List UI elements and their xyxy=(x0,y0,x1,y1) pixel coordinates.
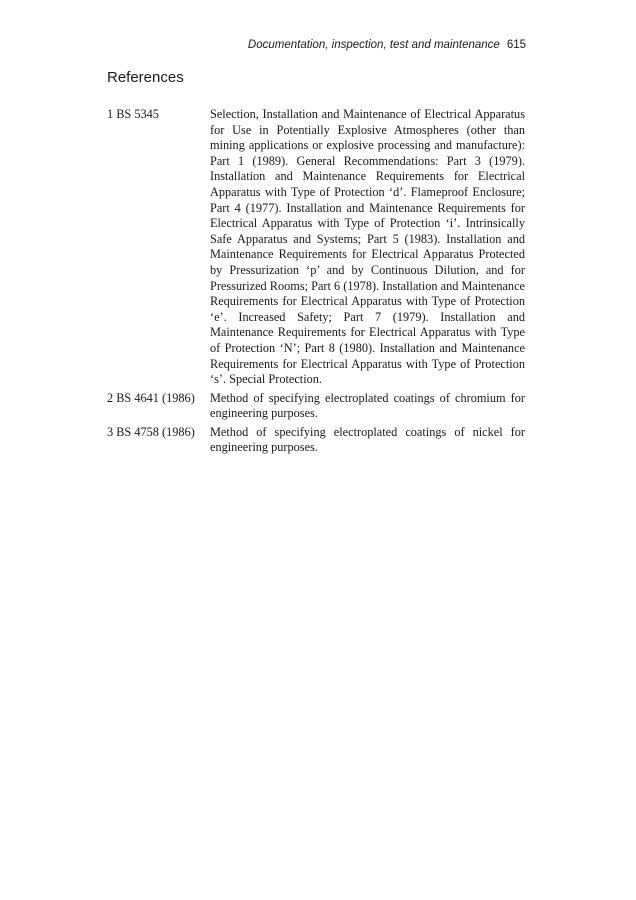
page-number: 615 xyxy=(506,39,526,51)
reference-label: 3 BS 4758 (1986) xyxy=(107,424,195,439)
reference-item xyxy=(107,425,525,456)
reference-label: 2 BS 4641 (1986) xyxy=(107,390,195,405)
reference-list xyxy=(107,107,525,459)
reference-label: 1 BS 5345 xyxy=(107,107,159,121)
reference-item xyxy=(107,391,525,422)
section-heading: References xyxy=(107,69,184,86)
reference-text: Selection, Installation and Maintenance of Electrical Apparatus for Use in Potentially Explosive Atmospheres (other than mining applications or explosive processing and manufacture): Part 1 (1989). General Recommendations: Part 3 (1979). Installation and Maintenance Requirements for Electrical Apparatus with Type of Protection ‘d’. Flameproof Enclosure; Part 4 (1977). Installation and Maintenance Requirements for Electrical Apparatus with Type of Protection ‘i’. Intrinsically Safe Apparatus and Systems; Part 5 (1983). Installation and Maintenance Requirements for Electrical Apparatus Protected by Pressurization ‘p’ and by Continuous Dilution, and for Pressurized Rooms; Part 6 (1978). Installation and Maintenance Requirements for Electrical Apparatus with Type of Protection ‘e’. Increased Safety; Part 7 (1979). Installation and Maintenance Requirements for Electrical Apparatus with Type of Protection ‘N’; Part 8 (1980). Installation and Maintenance Requirements for Electrical Apparatus with Type of Protection ‘s’. Special Protection. xyxy=(210,107,525,387)
reference-text: Method of specifying electroplated coatings of nickel for engineering purposes. xyxy=(210,424,525,455)
running-head-title: Documentation, inspection, test and maintenance xyxy=(247,39,500,51)
reference-text: Method of specifying electroplated coatings of chromium for engineering purposes. xyxy=(210,390,525,421)
reference-item xyxy=(107,107,525,388)
running-head xyxy=(248,39,526,51)
